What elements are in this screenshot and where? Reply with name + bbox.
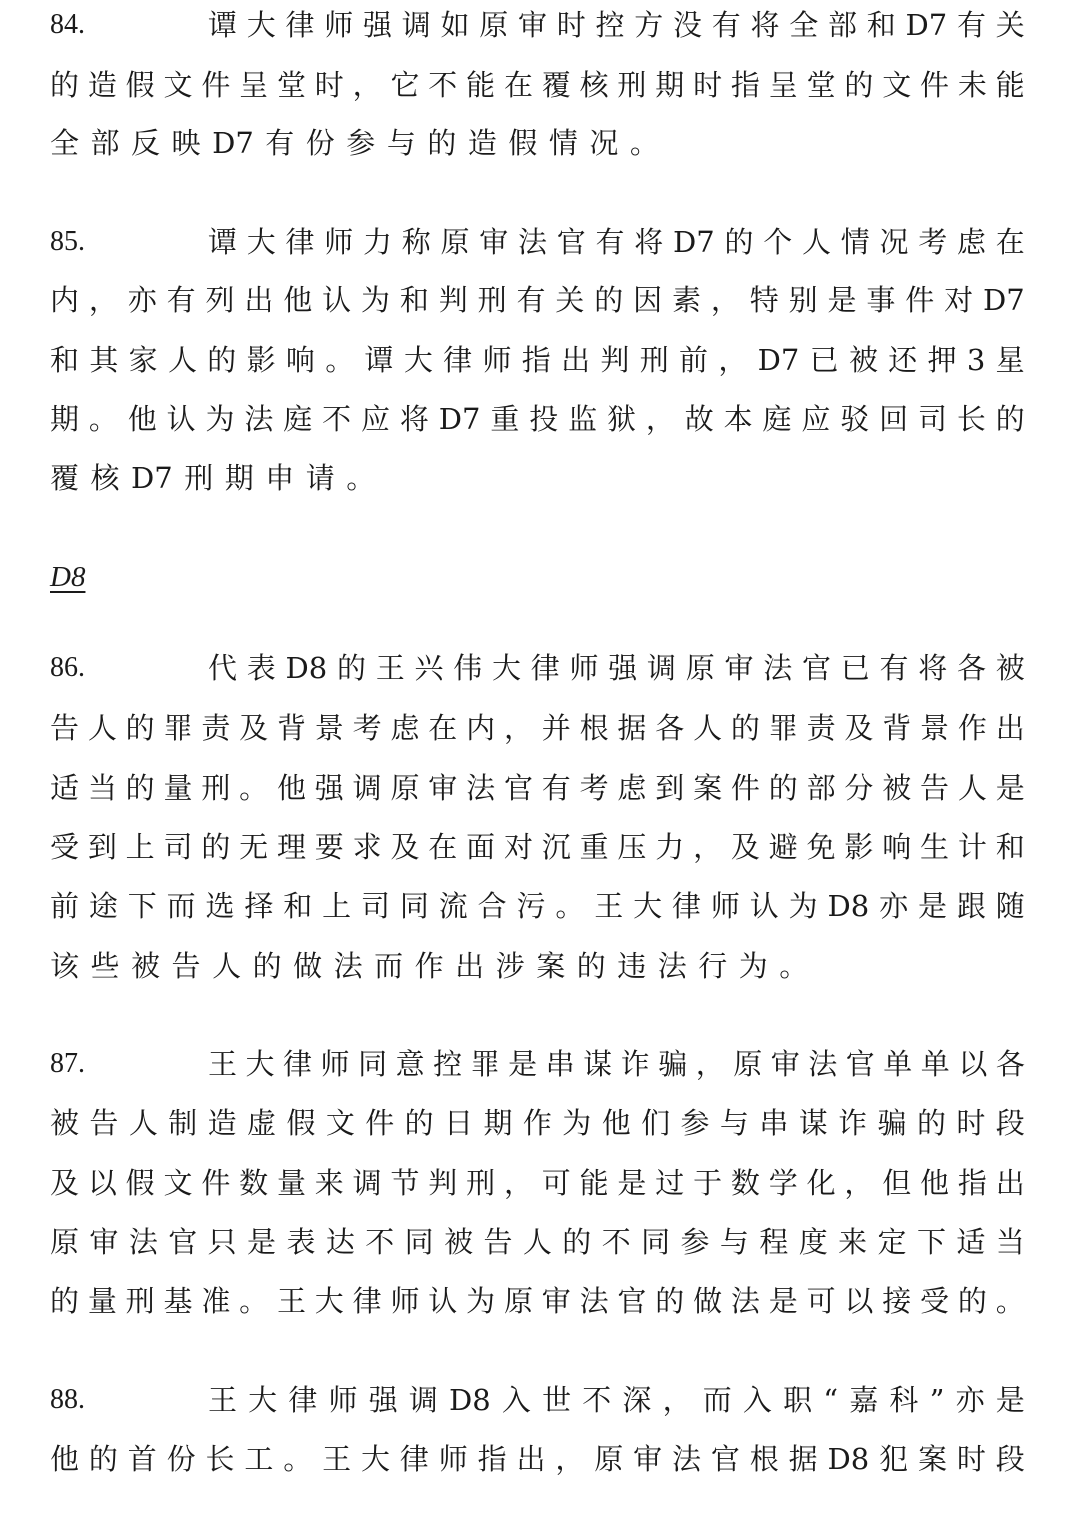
section-heading: D8 bbox=[50, 561, 86, 593]
paragraph-line: 王 大 律 师 强 调 D8 入 世 不 深 ， 而 入 职 “ 嘉 科 ” 亦 是 bbox=[208, 1383, 1025, 1417]
paragraph-line: 全 部 反 映 D7 有 份 参 与 的 造 假 情 况 。 bbox=[50, 126, 659, 160]
paragraph-number: 84. bbox=[50, 9, 85, 40]
paragraph-line: 的 量 刑 基 准 。 王 大 律 师 认 为 原 审 法 官 的 做 法 是 可 以 接 受 的 。 bbox=[50, 1284, 1025, 1318]
paragraph-line: 王 大 律 师 同 意 控 罪 是 串 谋 诈 骗 ， 原 审 法 官 单 单 以 各 bbox=[208, 1047, 1025, 1081]
paragraph-line: 覆 核 D7 刑 期 申 请 。 bbox=[50, 461, 376, 495]
paragraph-line: 内 ， 亦 有 列 出 他 认 为 和 判 刑 有 关 的 因 素 ， 特 别 是 事 件 对 D7 bbox=[50, 283, 1025, 317]
paragraph-line: 及 以 假 文 件 数 量 来 调 节 判 刑 ， 可 能 是 过 于 数 学 化 ， 但 他 指 出 bbox=[50, 1166, 1025, 1200]
paragraph-line: 适 当 的 量 刑 。 他 强 调 原 审 法 官 有 考 虑 到 案 件 的 部 分 被 告 人 是 bbox=[50, 771, 1025, 805]
paragraph-number: 86. bbox=[50, 652, 85, 683]
paragraph-number: 88. bbox=[50, 1384, 85, 1415]
paragraph-line: 前 途 下 而 选 择 和 上 司 同 流 合 污 。 王 大 律 师 认 为 D8 亦 是 跟 随 bbox=[50, 889, 1025, 923]
paragraph-number: 85. bbox=[50, 226, 85, 257]
paragraph-line: 谭 大 律 师 强 调 如 原 审 时 控 方 没 有 将 全 部 和 D7 有 关 bbox=[208, 8, 1025, 42]
paragraph-line: 谭 大 律 师 力 称 原 审 法 官 有 将 D7 的 个 人 情 况 考 虑 在 bbox=[208, 225, 1025, 259]
paragraph-line: 期 。 他 认 为 法 庭 不 应 将 D7 重 投 监 狱 ， 故 本 庭 应 驳 回 司 长 的 bbox=[50, 402, 1025, 436]
paragraph-line: 和 其 家 人 的 影 响 。 谭 大 律 师 指 出 判 刑 前 ， D7 已 被 还 押 3 星 bbox=[50, 343, 1025, 377]
paragraph-line: 他 的 首 份 长 工 。 王 大 律 师 指 出 ， 原 审 法 官 根 据 D8 犯 案 时 段 bbox=[50, 1442, 1025, 1476]
paragraph-line: 原 审 法 官 只 是 表 达 不 同 被 告 人 的 不 同 参 与 程 度 来 定 下 适 当 bbox=[50, 1225, 1025, 1259]
paragraph-line: 代 表 D8 的 王 兴 伟 大 律 师 强 调 原 审 法 官 已 有 将 各 被 bbox=[208, 651, 1025, 685]
paragraph-line: 受 到 上 司 的 无 理 要 求 及 在 面 对 沉 重 压 力 ， 及 避 免 影 响 生 计 和 bbox=[50, 830, 1025, 864]
paragraph-number: 87. bbox=[50, 1048, 85, 1079]
paragraph-line: 被 告 人 制 造 虚 假 文 件 的 日 期 作 为 他 们 参 与 串 谋 诈 骗 的 时 段 bbox=[50, 1106, 1025, 1140]
paragraph-line: 告 人 的 罪 责 及 背 景 考 虑 在 内 ， 并 根 据 各 人 的 罪 责 及 背 景 作 出 bbox=[50, 711, 1025, 745]
paragraph-line: 的 造 假 文 件 呈 堂 时 ， 它 不 能 在 覆 核 刑 期 时 指 呈 堂 的 文 件 未 能 bbox=[50, 68, 1025, 102]
paragraph-line: 该 些 被 告 人 的 做 法 而 作 出 涉 案 的 违 法 行 为 。 bbox=[50, 949, 809, 983]
